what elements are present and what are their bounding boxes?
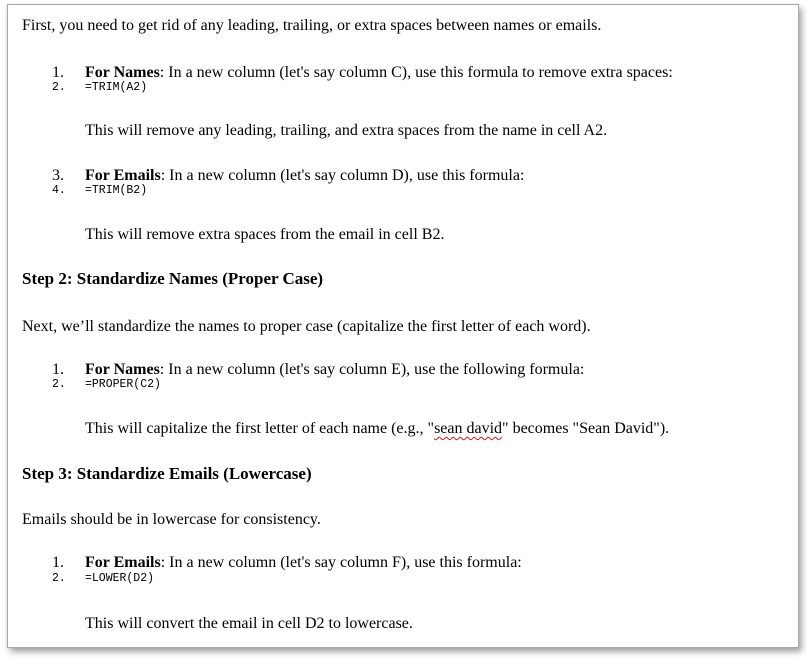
- list-number: 1.: [52, 554, 64, 571]
- section-heading: Step 2: Standardize Names (Proper Case): [22, 269, 324, 288]
- formula-code: =LOWER(D2): [85, 572, 155, 585]
- formula-code: =PROPER(C2): [85, 378, 161, 391]
- list-item-text: [85, 166, 524, 185]
- explanation-text: [85, 419, 669, 438]
- spellcheck-flagged-text: sean david: [434, 420, 503, 437]
- bold-label: For Emails: [85, 554, 161, 571]
- instruction-text: : In a new column (let's say column D), use this formula:: [160, 167, 525, 184]
- bold-label: For Names: [85, 361, 160, 378]
- list-number: 2.: [52, 572, 66, 585]
- explanation-text: This will remove extra spaces from the email in cell B2.: [85, 226, 445, 243]
- section-intro: Next, we’ll standardize the names to proper case (capitalize the first letter of each word).: [22, 318, 591, 335]
- list-number: 1.: [52, 361, 64, 378]
- formula-code: =TRIM(A2): [85, 81, 148, 94]
- bold-label: For Names: [85, 64, 160, 81]
- explanation-text: This will remove any leading, trailing, and extra spaces from the name in cell A2.: [85, 122, 608, 139]
- explanation-text-part: " becomes "Sean David").: [502, 420, 670, 437]
- list-number: 2.: [52, 378, 66, 391]
- bold-label: For Emails: [85, 167, 161, 184]
- list-number: 3.: [52, 167, 64, 184]
- section-heading: Step 3: Standardize Emails (Lowercase): [22, 464, 312, 483]
- list-item-text: [85, 63, 673, 82]
- explanation-text-part: This will capitalize the first letter of each name (e.g., ": [85, 420, 435, 437]
- explanation-text: This will convert the email in cell D2 to lowercase.: [85, 615, 413, 632]
- list-number: 4.: [52, 184, 66, 197]
- list-number: 1.: [52, 64, 64, 81]
- instruction-text: : In a new column (let's say column F), use this formula:: [160, 554, 522, 571]
- instruction-text: : In a new column (let's say column C), use this formula to remove extra spaces:: [159, 64, 673, 81]
- instruction-text: : In a new column (let's say column E), use the following formula:: [159, 361, 585, 378]
- formula-code: =TRIM(B2): [85, 184, 148, 197]
- list-item-text: [85, 360, 584, 379]
- intro-paragraph: First, you need to get rid of any leading, trailing, or extra spaces between names or emails.: [22, 17, 602, 34]
- list-item-text: [85, 553, 522, 572]
- list-number: 2.: [52, 81, 66, 94]
- section-intro: Emails should be in lowercase for consistency.: [22, 511, 321, 528]
